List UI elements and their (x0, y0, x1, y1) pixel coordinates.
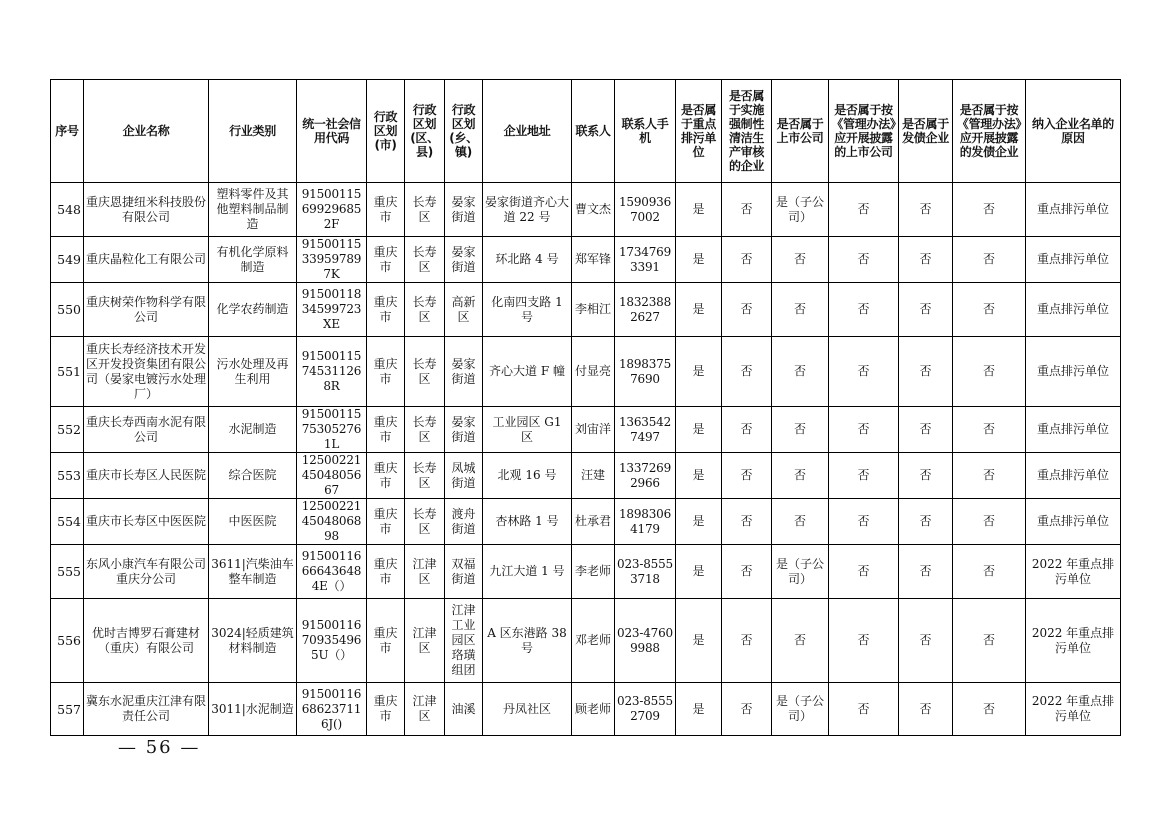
listed-company-flag-cell: 否 (772, 337, 829, 407)
bond-issuer-flag-cell: 否 (899, 237, 953, 283)
district-cell: 长寿区 (405, 237, 445, 283)
contact-person-cell: 付显亮 (572, 337, 615, 407)
header-cell-listed-disclose: 是否属于按《管理办法》应开展披露的上市公司 (829, 80, 899, 183)
address-cell: 工业园区 G1 区 (483, 407, 572, 453)
credit-code-cell: 91500116666436484E（） (297, 545, 367, 599)
key-polluter-flag-cell: 是 (676, 183, 722, 237)
header-cell-phone: 联系人手机 (615, 80, 676, 183)
inclusion-reason-cell: 重点排污单位 (1026, 337, 1121, 407)
industry-category-cell: 水泥制造 (209, 407, 297, 453)
district-cell: 长寿区 (405, 283, 445, 337)
key-polluter-flag-cell: 是 (676, 407, 722, 453)
listed-disclose-flag-cell: 否 (829, 499, 899, 545)
header-cell-contact: 联系人 (572, 80, 615, 183)
bond-disclose-flag-cell: 否 (953, 283, 1026, 337)
credit-code-cell: 91500115699296852F (297, 183, 367, 237)
address-cell: 北观 16 号 (483, 453, 572, 499)
credit-code-cell: 91500115745311268R (297, 337, 367, 407)
address-cell: A 区东港路 38 号 (483, 599, 572, 683)
credit-code-cell: 125002214504806898 (297, 499, 367, 545)
town-cell: 凤城街道 (445, 453, 483, 499)
bond-disclose-flag-cell: 否 (953, 453, 1026, 499)
address-cell: 化南四支路 1 号 (483, 283, 572, 337)
company-name-cell: 重庆长寿西南水泥有限公司 (84, 407, 209, 453)
inclusion-reason-cell: 2022 年重点排污单位 (1026, 599, 1121, 683)
bond-issuer-flag-cell: 否 (899, 499, 953, 545)
bond-disclose-flag-cell: 否 (953, 337, 1026, 407)
enterprise-list-table (50, 79, 1121, 736)
bond-issuer-flag-cell: 否 (899, 283, 953, 337)
address-cell: 环北路 4 号 (483, 237, 572, 283)
key-polluter-flag-cell: 是 (676, 283, 722, 337)
company-name-cell: 重庆恩捷纽米科技股份有限公司 (84, 183, 209, 237)
city-cell: 重庆市 (367, 453, 405, 499)
company-name-cell: 冀东水泥重庆江津有限责任公司 (84, 683, 209, 736)
bond-disclose-flag-cell: 否 (953, 499, 1026, 545)
company-name-cell: 东风小康汽车有限公司重庆分公司 (84, 545, 209, 599)
clean-audit-flag-cell: 否 (722, 499, 772, 545)
inclusion-reason-cell: 重点排污单位 (1026, 407, 1121, 453)
header-cell-district: 行政区划(区、县) (405, 80, 445, 183)
contact-phone-cell: 18323882627 (615, 283, 676, 337)
key-polluter-flag-cell: 是 (676, 453, 722, 499)
clean-audit-flag-cell: 否 (722, 283, 772, 337)
contact-person-cell: 杜承君 (572, 499, 615, 545)
header-cell-reason: 纳入企业名单的原因 (1026, 80, 1121, 183)
row-number-cell: 550 (51, 283, 84, 337)
contact-person-cell: 曹文杰 (572, 183, 615, 237)
listed-disclose-flag-cell: 否 (829, 183, 899, 237)
district-cell: 江津区 (405, 599, 445, 683)
listed-disclose-flag-cell: 否 (829, 545, 899, 599)
contact-phone-cell: 17347693391 (615, 237, 676, 283)
clean-audit-flag-cell: 否 (722, 683, 772, 736)
row-number-cell: 554 (51, 499, 84, 545)
table-header (51, 80, 1121, 183)
district-cell: 长寿区 (405, 407, 445, 453)
listed-company-flag-cell: 否 (772, 407, 829, 453)
credit-code-cell: 91500116686237116J() (297, 683, 367, 736)
header-cell-bond: 是否属于发债企业 (899, 80, 953, 183)
contact-person-cell: 郑军锋 (572, 237, 615, 283)
key-polluter-flag-cell: 是 (676, 337, 722, 407)
inclusion-reason-cell: 重点排污单位 (1026, 283, 1121, 337)
town-cell: 双福街道 (445, 545, 483, 599)
credit-code-cell: 91500115339597897K (297, 237, 367, 283)
table-row (51, 683, 1121, 736)
table-row (51, 545, 1121, 599)
bond-issuer-flag-cell: 否 (899, 599, 953, 683)
bond-disclose-flag-cell: 否 (953, 545, 1026, 599)
inclusion-reason-cell: 重点排污单位 (1026, 183, 1121, 237)
clean-audit-flag-cell: 否 (722, 337, 772, 407)
key-polluter-flag-cell: 是 (676, 499, 722, 545)
industry-category-cell: 有机化学原料制造 (209, 237, 297, 283)
industry-category-cell: 3011|水泥制造 (209, 683, 297, 736)
header-cell-address: 企业地址 (483, 80, 572, 183)
listed-company-flag-cell: 是（子公司） (772, 683, 829, 736)
district-cell: 长寿区 (405, 337, 445, 407)
credit-code-cell: 9150011834599723XE (297, 283, 367, 337)
inclusion-reason-cell: 重点排污单位 (1026, 499, 1121, 545)
company-name-cell: 重庆树荣作物科学有限公司 (84, 283, 209, 337)
city-cell: 重庆市 (367, 283, 405, 337)
header-cell-key-polluter: 是否属于重点排污单位 (676, 80, 722, 183)
bond-disclose-flag-cell: 否 (953, 599, 1026, 683)
table-row (51, 453, 1121, 499)
company-name-cell: 重庆长寿经济技术开发区开发投资集团有限公司（晏家电镀污水处理厂） (84, 337, 209, 407)
address-cell: 丹凤社区 (483, 683, 572, 736)
city-cell: 重庆市 (367, 183, 405, 237)
district-cell: 江津区 (405, 683, 445, 736)
table-row (51, 183, 1121, 237)
city-cell: 重庆市 (367, 499, 405, 545)
city-cell: 重庆市 (367, 683, 405, 736)
row-number-cell: 556 (51, 599, 84, 683)
header-cell-city: 行政区划(市) (367, 80, 405, 183)
key-polluter-flag-cell: 是 (676, 237, 722, 283)
district-cell: 长寿区 (405, 499, 445, 545)
contact-phone-cell: 18983064179 (615, 499, 676, 545)
contact-phone-cell: 13635427497 (615, 407, 676, 453)
district-cell: 江津区 (405, 545, 445, 599)
table-row (51, 499, 1121, 545)
listed-disclose-flag-cell: 否 (829, 337, 899, 407)
listed-company-flag-cell: 是（子公司） (772, 545, 829, 599)
listed-company-flag-cell: 否 (772, 237, 829, 283)
row-number-cell: 552 (51, 407, 84, 453)
clean-audit-flag-cell: 否 (722, 407, 772, 453)
table-body (51, 183, 1121, 736)
contact-person-cell: 刘宙洋 (572, 407, 615, 453)
header-cell-bond-disclose: 是否属于按《管理办法》应开展披露的发债企业 (953, 80, 1026, 183)
header-cell-industry: 行业类别 (209, 80, 297, 183)
industry-category-cell: 污水处理及再生利用 (209, 337, 297, 407)
bond-issuer-flag-cell: 否 (899, 183, 953, 237)
contact-person-cell: 李相江 (572, 283, 615, 337)
industry-category-cell: 3024|轻质建筑材料制造 (209, 599, 297, 683)
table-row (51, 237, 1121, 283)
row-number-cell: 553 (51, 453, 84, 499)
bond-issuer-flag-cell: 否 (899, 683, 953, 736)
town-cell: 晏家街道 (445, 183, 483, 237)
contact-person-cell: 李老师 (572, 545, 615, 599)
industry-category-cell: 综合医院 (209, 453, 297, 499)
bond-issuer-flag-cell: 否 (899, 407, 953, 453)
address-cell: 晏家街道齐心大道 22 号 (483, 183, 572, 237)
industry-category-cell: 化学农药制造 (209, 283, 297, 337)
address-cell: 齐心大道 F 幢 (483, 337, 572, 407)
contact-phone-cell: 15909367002 (615, 183, 676, 237)
listed-disclose-flag-cell: 否 (829, 237, 899, 283)
header-cell-code: 统一社会信用代码 (297, 80, 367, 183)
town-cell: 江津工业园区珞璜组团 (445, 599, 483, 683)
listed-company-flag-cell: 是（子公司） (772, 183, 829, 237)
contact-person-cell: 汪建 (572, 453, 615, 499)
listed-disclose-flag-cell: 否 (829, 599, 899, 683)
contact-phone-cell: 023-85553718 (615, 545, 676, 599)
listed-company-flag-cell: 否 (772, 599, 829, 683)
city-cell: 重庆市 (367, 545, 405, 599)
table-row (51, 283, 1121, 337)
key-polluter-flag-cell: 是 (676, 545, 722, 599)
town-cell: 高新区 (445, 283, 483, 337)
city-cell: 重庆市 (367, 407, 405, 453)
contact-phone-cell: 13372692966 (615, 453, 676, 499)
city-cell: 重庆市 (367, 599, 405, 683)
bond-issuer-flag-cell: 否 (899, 337, 953, 407)
contact-phone-cell: 023-47609988 (615, 599, 676, 683)
header-cell-clean-audit: 是否属于实施强制性清洁生产审核的企业 (722, 80, 772, 183)
bond-disclose-flag-cell: 否 (953, 407, 1026, 453)
bond-issuer-flag-cell: 否 (899, 545, 953, 599)
town-cell: 渡舟街道 (445, 499, 483, 545)
inclusion-reason-cell: 2022 年重点排污单位 (1026, 545, 1121, 599)
inclusion-reason-cell: 2022 年重点排污单位 (1026, 683, 1121, 736)
header-row (51, 80, 1121, 183)
contact-person-cell: 邓老师 (572, 599, 615, 683)
listed-company-flag-cell: 否 (772, 499, 829, 545)
clean-audit-flag-cell: 否 (722, 545, 772, 599)
credit-code-cell: 91500116709354965U（） (297, 599, 367, 683)
table-row (51, 407, 1121, 453)
city-cell: 重庆市 (367, 337, 405, 407)
row-number-cell: 557 (51, 683, 84, 736)
bond-disclose-flag-cell: 否 (953, 237, 1026, 283)
town-cell: 晏家街道 (445, 337, 483, 407)
listed-company-flag-cell: 否 (772, 283, 829, 337)
inclusion-reason-cell: 重点排污单位 (1026, 237, 1121, 283)
district-cell: 长寿区 (405, 183, 445, 237)
clean-audit-flag-cell: 否 (722, 599, 772, 683)
clean-audit-flag-cell: 否 (722, 237, 772, 283)
listed-disclose-flag-cell: 否 (829, 453, 899, 499)
industry-category-cell: 塑料零件及其他塑料制品制造 (209, 183, 297, 237)
clean-audit-flag-cell: 否 (722, 183, 772, 237)
listed-disclose-flag-cell: 否 (829, 283, 899, 337)
key-polluter-flag-cell: 是 (676, 683, 722, 736)
header-cell-town: 行政区划(乡、镇) (445, 80, 483, 183)
town-cell: 晏家街道 (445, 407, 483, 453)
industry-category-cell: 中医医院 (209, 499, 297, 545)
bond-disclose-flag-cell: 否 (953, 683, 1026, 736)
industry-category-cell: 3611|汽柴油车整车制造 (209, 545, 297, 599)
city-cell: 重庆市 (367, 237, 405, 283)
header-cell-listed: 是否属于上市公司 (772, 80, 829, 183)
clean-audit-flag-cell: 否 (722, 453, 772, 499)
contact-phone-cell: 18983757690 (615, 337, 676, 407)
header-cell-no: 序号 (51, 80, 84, 183)
row-number-cell: 555 (51, 545, 84, 599)
town-cell: 油溪 (445, 683, 483, 736)
row-number-cell: 551 (51, 337, 84, 407)
company-name-cell: 重庆市长寿区中医医院 (84, 499, 209, 545)
company-name-cell: 优时吉博罗石膏建材（重庆）有限公司 (84, 599, 209, 683)
key-polluter-flag-cell: 是 (676, 599, 722, 683)
listed-company-flag-cell: 否 (772, 453, 829, 499)
table-row (51, 599, 1121, 683)
contact-person-cell: 顾老师 (572, 683, 615, 736)
address-cell: 杏林路 1 号 (483, 499, 572, 545)
address-cell: 九江大道 1 号 (483, 545, 572, 599)
listed-disclose-flag-cell: 否 (829, 407, 899, 453)
inclusion-reason-cell: 重点排污单位 (1026, 453, 1121, 499)
header-cell-name: 企业名称 (84, 80, 209, 183)
listed-disclose-flag-cell: 否 (829, 683, 899, 736)
credit-code-cell: 91500115753052761L (297, 407, 367, 453)
table-row (51, 337, 1121, 407)
contact-phone-cell: 023-85552709 (615, 683, 676, 736)
credit-code-cell: 125002214504805667 (297, 453, 367, 499)
bond-issuer-flag-cell: 否 (899, 453, 953, 499)
district-cell: 长寿区 (405, 453, 445, 499)
page-number: — 56 — (118, 737, 201, 758)
town-cell: 晏家街道 (445, 237, 483, 283)
company-name-cell: 重庆市长寿区人民医院 (84, 453, 209, 499)
row-number-cell: 549 (51, 237, 84, 283)
bond-disclose-flag-cell: 否 (953, 183, 1026, 237)
company-name-cell: 重庆晶粒化工有限公司 (84, 237, 209, 283)
row-number-cell: 548 (51, 183, 84, 237)
